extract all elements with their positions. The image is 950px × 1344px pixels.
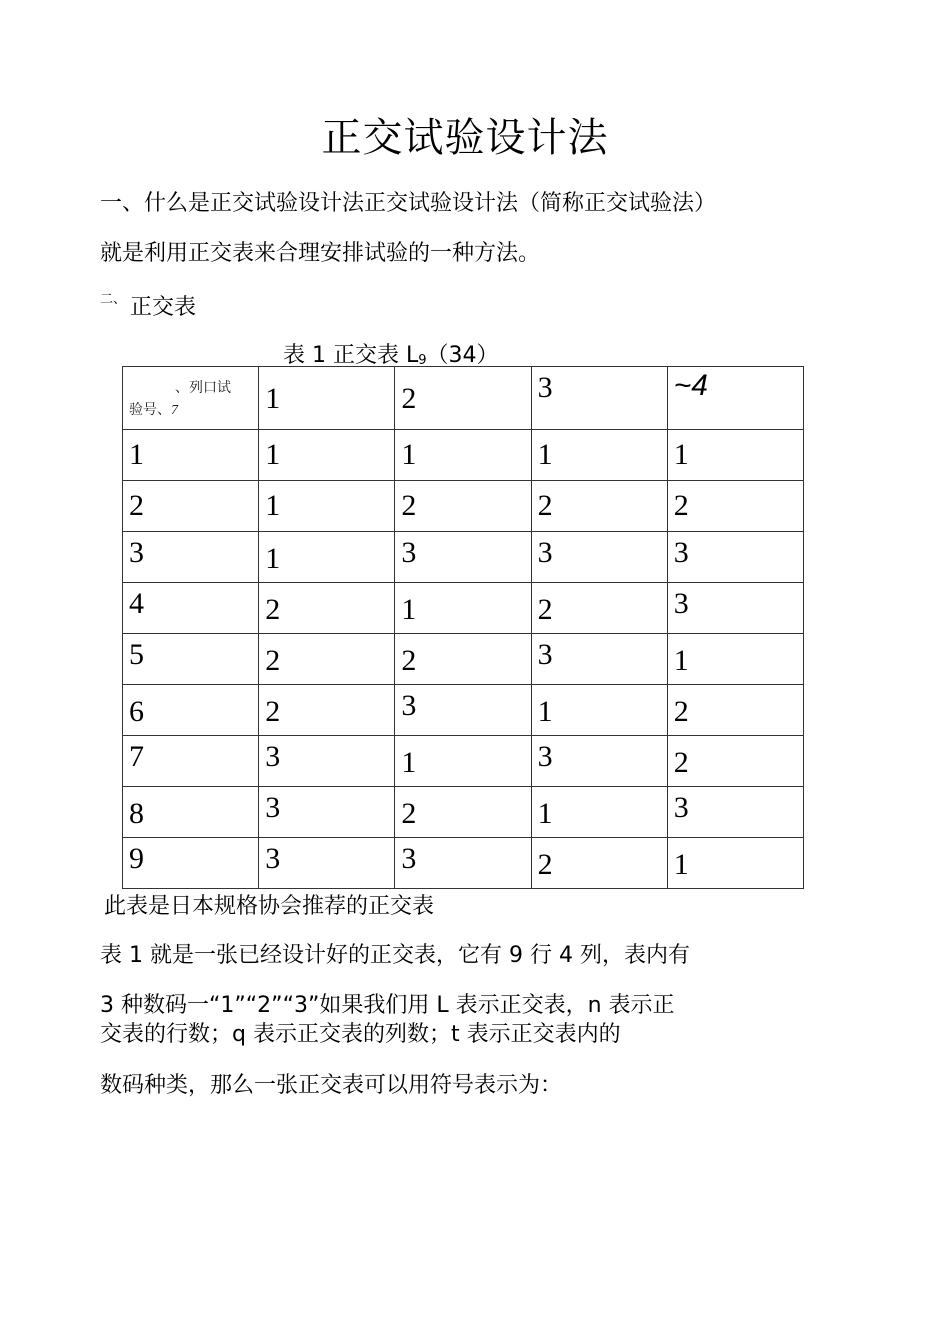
table-cell — [531, 787, 667, 838]
table-row — [123, 583, 804, 634]
table-cell — [259, 532, 395, 583]
header-label-line-1: 、列口试 — [175, 380, 231, 396]
row-number: 9 — [129, 842, 144, 875]
row-number-cell — [123, 787, 259, 838]
table-cell — [667, 838, 803, 889]
table-cell — [395, 736, 531, 787]
row-number: 2 — [129, 489, 144, 522]
table-cell — [531, 838, 667, 889]
cell-value: 3 — [401, 536, 417, 569]
row-number-cell — [123, 736, 259, 787]
table-cell — [531, 532, 667, 583]
table-cell — [395, 532, 531, 583]
cell-value: 3 — [265, 791, 281, 824]
table-body — [123, 430, 804, 889]
column-header-1: 1 — [265, 382, 281, 415]
row-number: 5 — [129, 638, 144, 671]
paragraph-2-line-2: 交表的行数；q 表示正交表的列数；t 表示正交表内的 — [100, 1022, 621, 1047]
cell-value: 3 — [265, 740, 281, 773]
section-number: 二、 — [100, 292, 127, 307]
table-cell — [395, 838, 531, 889]
cell-value: 1 — [537, 695, 553, 728]
table-cell — [259, 838, 395, 889]
table-row — [123, 481, 804, 532]
cell-value: 1 — [673, 848, 689, 881]
header-label-line-2-suffix: 7 — [171, 403, 178, 419]
table-row — [123, 430, 804, 481]
cell-value: 3 — [401, 689, 417, 722]
table-cell — [667, 532, 803, 583]
table-header-row — [123, 367, 804, 430]
cell-value: 3 — [265, 842, 281, 875]
cell-value: 3 — [537, 536, 553, 569]
row-number-cell — [123, 583, 259, 634]
cell-value: 2 — [673, 489, 689, 522]
cell-value: 1 — [401, 593, 417, 626]
row-number: 1 — [129, 438, 144, 471]
cell-value: 3 — [537, 740, 553, 773]
row-number: 4 — [129, 587, 144, 620]
row-number-cell — [123, 430, 259, 481]
cell-value: 1 — [673, 644, 689, 677]
page-title: 正交试验设计法 — [321, 115, 609, 161]
table-caption-suffix: （34） — [426, 343, 499, 368]
orthogonal-table — [122, 366, 804, 889]
table-cell — [395, 685, 531, 736]
table-cell — [259, 685, 395, 736]
table-row — [123, 532, 804, 583]
column-header — [259, 367, 395, 430]
table-caption-sub: 9 — [418, 353, 427, 368]
table-cell — [531, 583, 667, 634]
cell-value: 2 — [673, 695, 689, 728]
table-row — [123, 685, 804, 736]
cell-value: 2 — [537, 848, 553, 881]
cell-value: 3 — [673, 536, 689, 569]
intro-line-1: 一、什么是正交试验设计法正交试验设计法（简称正交试验法） — [100, 191, 717, 216]
table-cell — [395, 787, 531, 838]
cell-value: 1 — [265, 489, 281, 522]
table-caption-prefix: 表 1 正交表 L — [283, 343, 419, 368]
table-cell — [667, 685, 803, 736]
cell-value: 3 — [673, 791, 689, 824]
cell-value: 2 — [537, 489, 553, 522]
header-corner-cell — [123, 367, 259, 430]
table-cell — [667, 634, 803, 685]
table-cell — [667, 430, 803, 481]
table-cell — [395, 583, 531, 634]
table-cell — [531, 685, 667, 736]
table-cell — [531, 634, 667, 685]
row-number-cell — [123, 634, 259, 685]
table-cell — [259, 634, 395, 685]
table-cell — [667, 481, 803, 532]
section-title: 正交表 — [130, 295, 197, 320]
table-note: 此表是日本规格协会推荐的正交表 — [104, 894, 435, 919]
row-number-cell — [123, 532, 259, 583]
cell-value: 2 — [265, 695, 281, 728]
table-cell — [667, 787, 803, 838]
table-cell — [531, 430, 667, 481]
column-header-4: ~4 — [673, 369, 708, 402]
cell-value: 3 — [673, 587, 689, 620]
table-cell — [395, 481, 531, 532]
table-cell — [667, 583, 803, 634]
column-header — [667, 367, 803, 430]
intro-line-2: 就是利用正交表来合理安排试验的一种方法。 — [100, 241, 541, 266]
row-number: 7 — [129, 740, 144, 773]
table-cell — [259, 787, 395, 838]
cell-value: 1 — [673, 438, 689, 471]
cell-value: 1 — [537, 797, 553, 830]
paragraph-2-line-1: 3 种数码一“1”“2”“3”如果我们用 L 表示正交表，n 表示正 — [100, 993, 675, 1018]
table-caption — [283, 338, 499, 369]
cell-value: 2 — [401, 489, 417, 522]
table-row — [123, 787, 804, 838]
column-header-3: 3 — [537, 371, 553, 404]
cell-value: 3 — [401, 842, 417, 875]
table-cell — [395, 634, 531, 685]
row-number: 8 — [129, 797, 144, 830]
cell-value: 2 — [401, 644, 417, 677]
table-cell — [259, 430, 395, 481]
table-cell — [531, 481, 667, 532]
table-cell — [667, 736, 803, 787]
row-number-cell — [123, 481, 259, 532]
cell-value: 2 — [401, 797, 417, 830]
cell-value: 1 — [537, 438, 553, 471]
cell-value: 3 — [537, 638, 553, 671]
row-number-cell — [123, 838, 259, 889]
row-number-cell — [123, 685, 259, 736]
cell-value: 1 — [265, 542, 281, 575]
header-label-line-2: 验号、 — [129, 402, 171, 419]
cell-value: 2 — [265, 593, 281, 626]
table-row — [123, 634, 804, 685]
table-cell — [259, 736, 395, 787]
row-number: 3 — [129, 536, 144, 569]
column-header — [395, 367, 531, 430]
paragraph-1: 表 1 就是一张已经设计好的正交表，它有 9 行 4 列，表内有 — [100, 943, 690, 968]
table-cell — [259, 481, 395, 532]
cell-value: 1 — [401, 438, 417, 471]
row-number: 6 — [129, 695, 144, 728]
table-cell — [531, 736, 667, 787]
cell-value: 2 — [265, 644, 281, 677]
cell-value: 2 — [537, 593, 553, 626]
table-cell — [259, 583, 395, 634]
paragraph-3: 数码种类，那么一张正交表可以用符号表示为： — [100, 1073, 563, 1098]
table-cell — [395, 430, 531, 481]
cell-value: 2 — [673, 746, 689, 779]
table-row — [123, 838, 804, 889]
column-header-2: 2 — [401, 382, 417, 415]
table-row — [123, 736, 804, 787]
cell-value: 1 — [401, 746, 417, 779]
cell-value: 1 — [265, 438, 281, 471]
column-header — [531, 367, 667, 430]
